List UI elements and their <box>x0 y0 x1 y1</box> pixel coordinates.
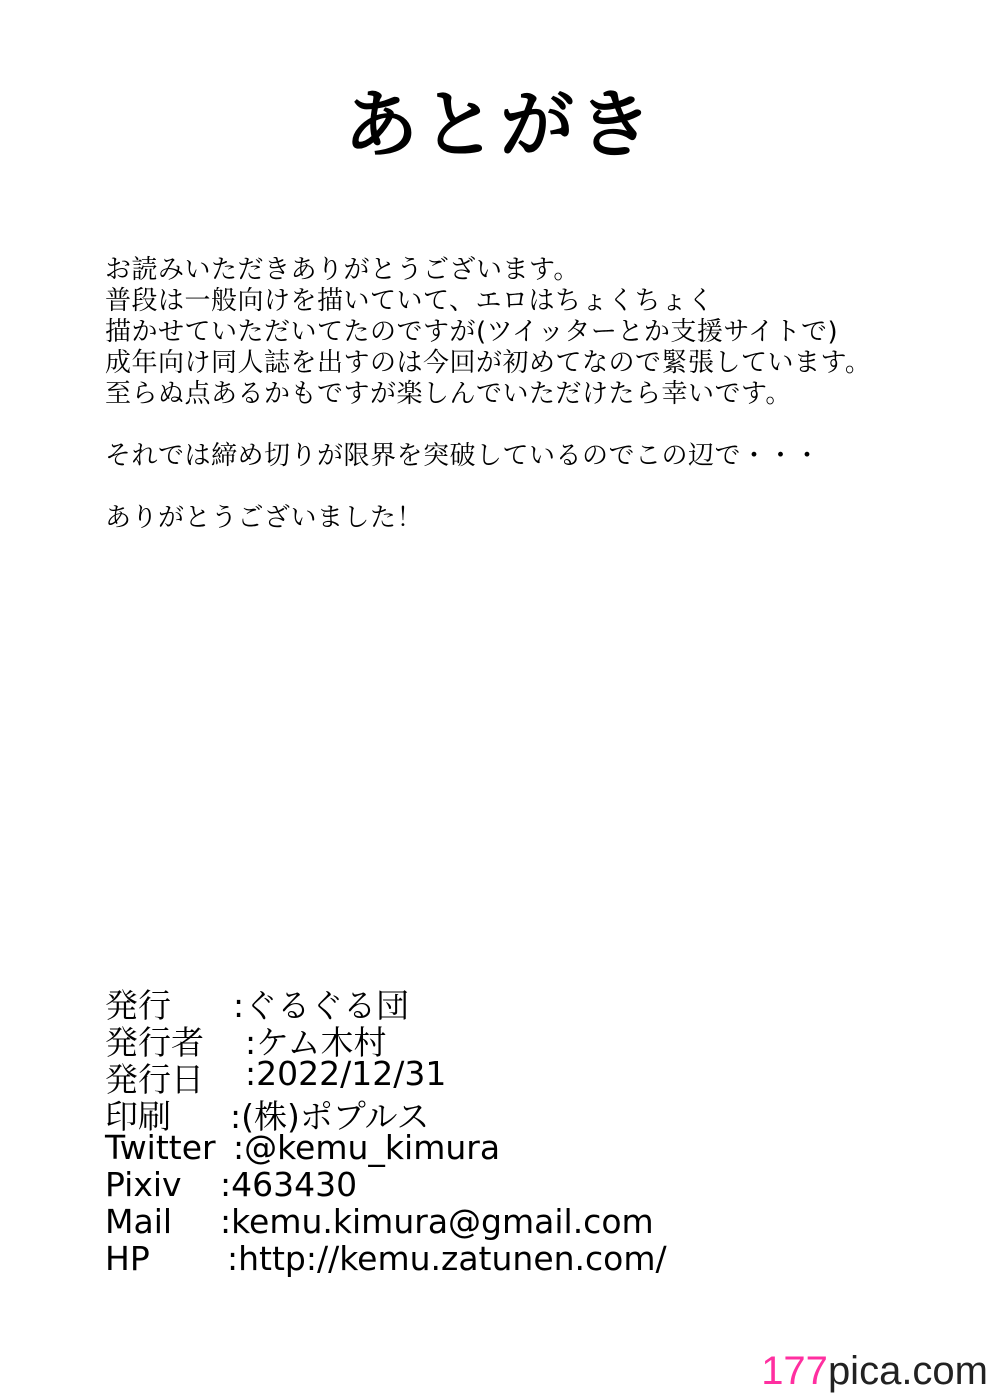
colophon-value: :ぐるぐる団 <box>233 986 410 1025</box>
colophon-value: :ケム木村 <box>245 1023 387 1062</box>
colophon-row-issuer <box>105 1017 905 1062</box>
colophon-label: Mail <box>105 1202 173 1241</box>
homepage-link[interactable]: :http://kemu.zatunen.com/ <box>227 1239 667 1278</box>
colophon-row-homepage <box>105 1239 905 1276</box>
colophon-label: Twitter <box>105 1128 216 1167</box>
colophon-row-printer <box>105 1091 905 1136</box>
colophon-row-date <box>105 1054 905 1099</box>
message-line: お読みいただきありがとうございます。 <box>105 255 580 285</box>
message-paragraph-2 <box>105 441 965 472</box>
message-line: 至らぬ点あるかもですが楽しんでいただけたら幸いです。 <box>105 379 792 409</box>
colophon-label: HP <box>105 1239 150 1278</box>
colophon <box>105 980 905 1276</box>
message-line: 普段は一般向けを描いていて、エロはちょくちょく <box>105 286 714 316</box>
colophon-row-publisher <box>105 980 905 1025</box>
colophon-label: Pixiv <box>105 1165 182 1204</box>
colophon-row-pixiv <box>105 1165 905 1202</box>
colophon-value: :(株)ポプルス <box>230 1097 430 1136</box>
message-line: それでは締め切りが限界を突破しているのでこの辺で・・・ <box>105 441 821 471</box>
message-line: 成年向け同人誌を出すのは今回が初めてなので緊張しています。 <box>105 348 872 378</box>
colophon-label: 発行者 <box>105 1023 204 1062</box>
colophon-row-twitter <box>105 1128 905 1165</box>
watermark-prefix: 177 <box>761 1349 828 1393</box>
page-title: あとがき <box>344 82 656 168</box>
colophon-value: :2022/12/31 <box>245 1054 447 1093</box>
site-watermark <box>761 1351 988 1391</box>
colophon-label: 印刷 <box>105 1097 171 1136</box>
message-line: 描かせていただいてたのですが(ツイッターとか支援サイトで) <box>105 317 839 347</box>
afterword-message <box>105 255 965 565</box>
message-paragraph-3 <box>105 503 965 534</box>
email-link[interactable]: :kemu.kimura@gmail.com <box>220 1202 654 1241</box>
colophon-label: 発行日 <box>105 1060 204 1099</box>
pixiv-id[interactable]: :463430 <box>220 1165 358 1204</box>
message-line: ありがとうございました！ <box>105 503 424 533</box>
watermark-suffix: pica.com <box>827 1349 988 1393</box>
twitter-handle[interactable]: :@kemu_kimura <box>233 1128 501 1167</box>
message-paragraph-1 <box>105 255 965 410</box>
colophon-row-mail <box>105 1202 905 1239</box>
colophon-label: 発行 <box>105 986 171 1025</box>
